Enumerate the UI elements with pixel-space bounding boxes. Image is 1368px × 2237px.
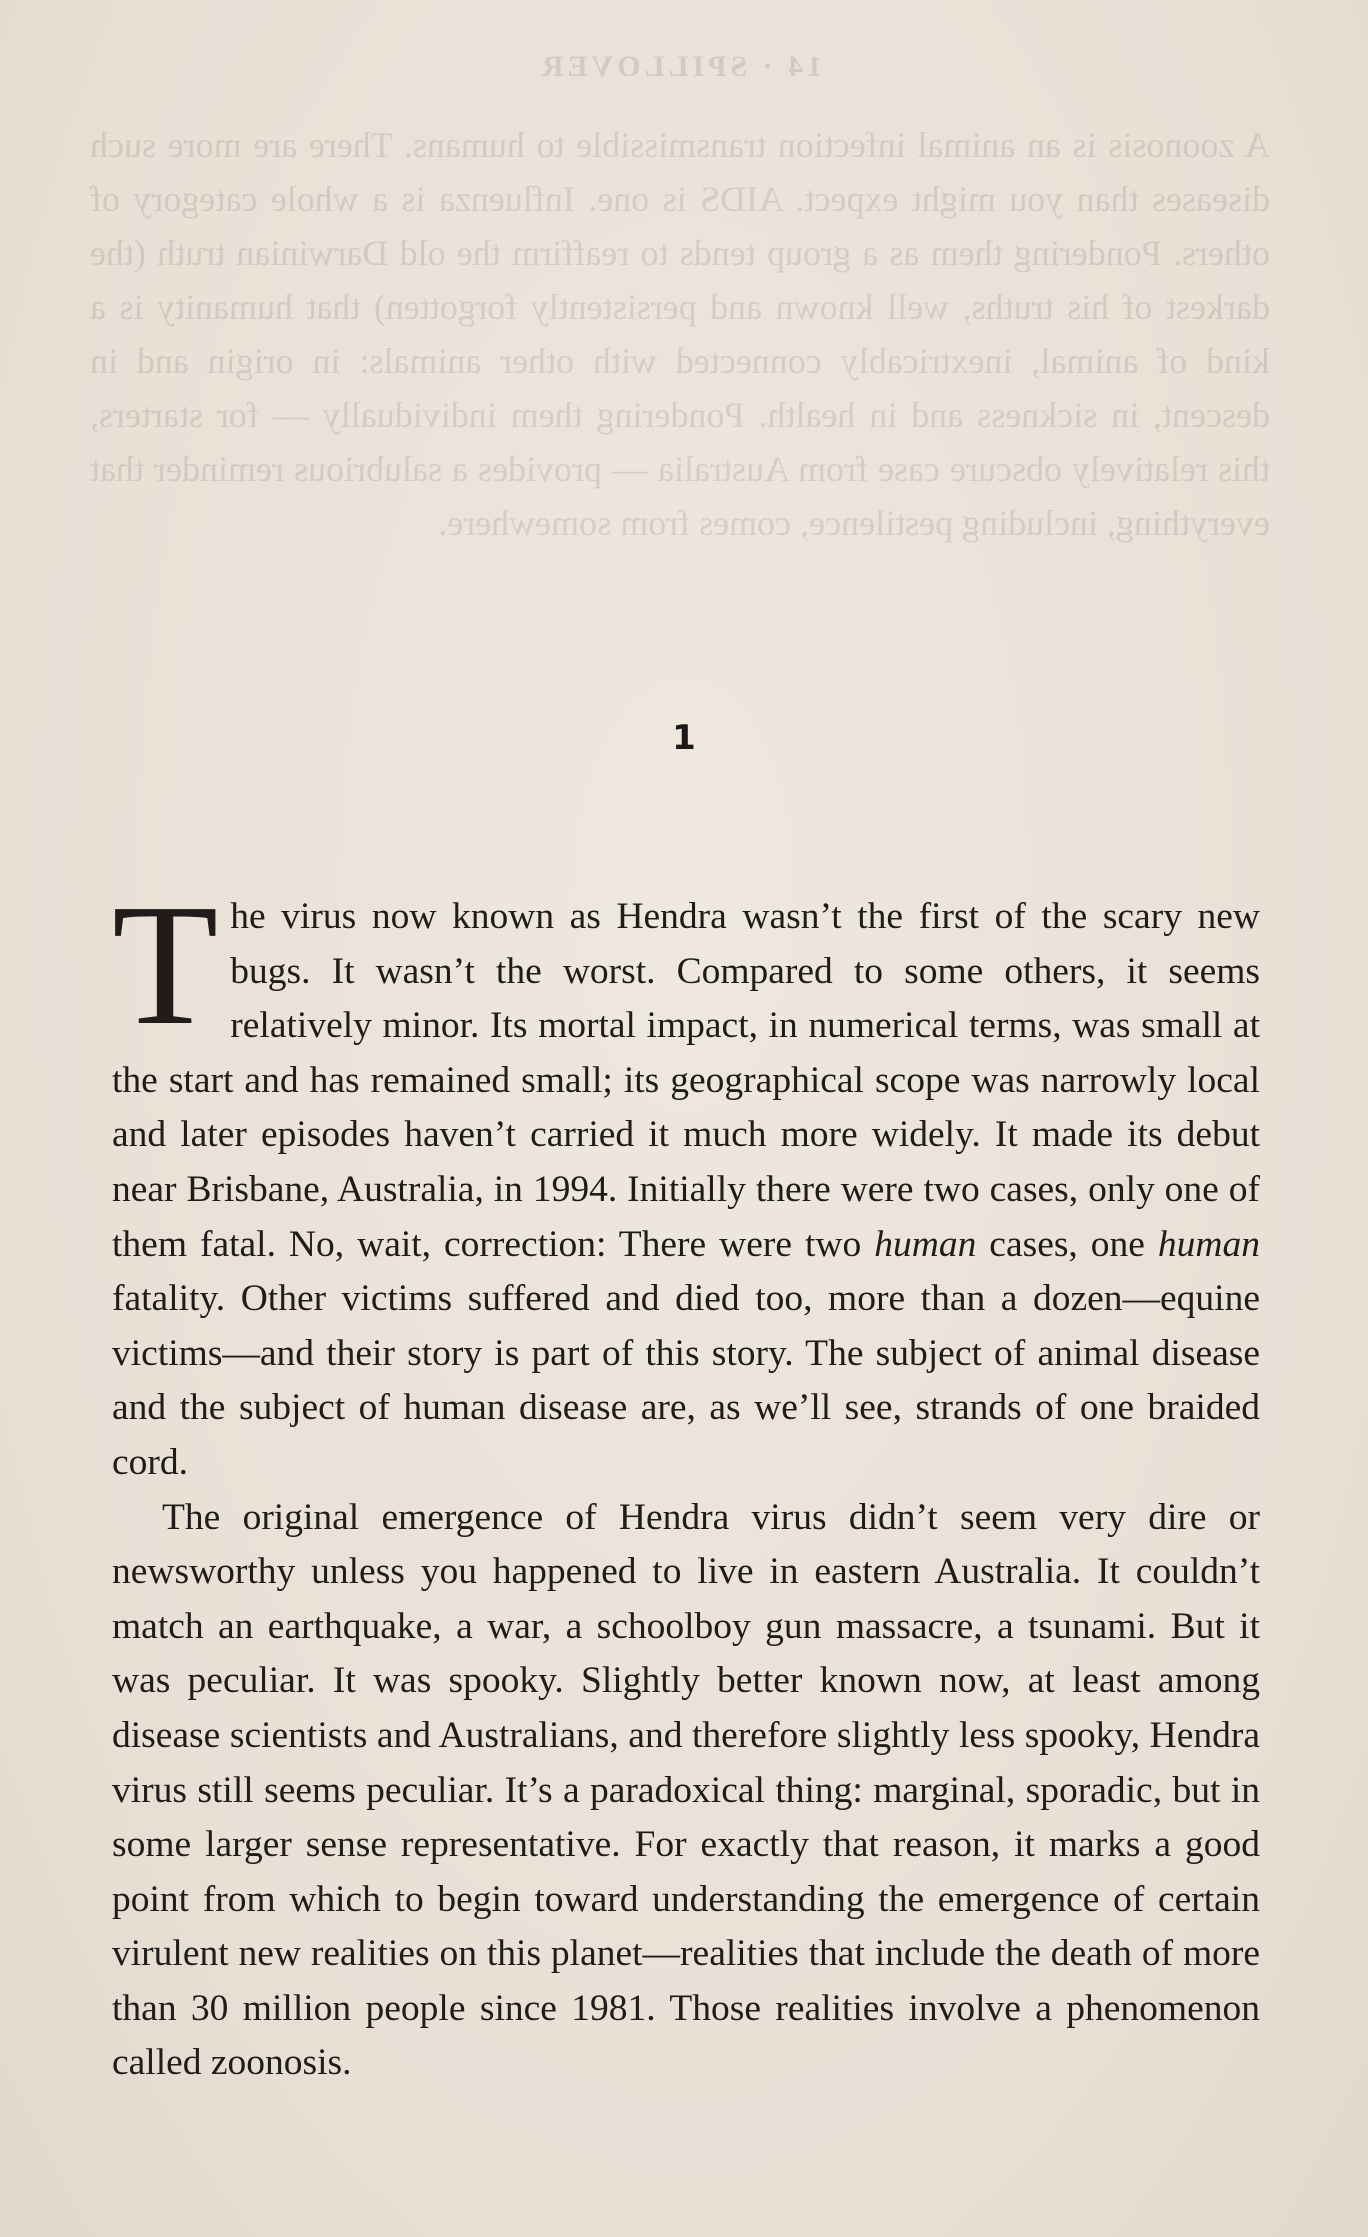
drop-cap: T [112, 868, 219, 1061]
paragraph-1-text-a: he virus now known as Hendra wasn’t the first of the scary new bugs. It wasn’t the worst. Compared to some others, it seems relatively minor. Its mortal impact, in numerical terms, was small at the start and has remained small; its geographical scope was narrowly local and later episodes haven’t carried it much more widely. It made its debut near Brisbane, Australia, in 1994. Initially there were two cases, only one of them fatal. No, wait, correction: There were two [112, 896, 1260, 1265]
paragraph-1-text-b: cases, one [976, 1223, 1158, 1265]
emphasis-human-2: human [1157, 1223, 1260, 1265]
reverse-page-bleed-through: 14 · SPILLOVER A zoonosis is an animal infection transmissible to humans. There are more such diseases than you might expect. AIDS is one. Influenza is a whole category of others. Pondering them as a group tends to reaffirm the old Darwinian truth (the darkest of his truths, well known and persistently forgotten) that humanity is a kind of animal, inextricably connected with other animals: in origin and in descent, in sickness and in health. Pondering them individually — for starters, this relatively obscure case from Australia — provides a salubrious reminder that everything, including pestilence, comes from somewhere. [90, 50, 1270, 543]
chapter-body [112, 868, 1260, 2091]
emphasis-human-1: human [874, 1223, 977, 1265]
paragraph-1-text-c: fatality. Other victims suffered and died too, more than a dozen—equine victims—and their story is part of this story. The subject of animal disease and the subject of human disease are, as we’ll see, strands of one braided cord. [112, 1278, 1260, 1483]
chapter-number: 1 [672, 718, 696, 758]
paragraph-2: The original emergence of Hendra virus didn’t seem very dire or newsworthy unless you happened to live in eastern Australia. It couldn’t match an earthquake, a war, a schoolboy gun massacre, a tsunami. But it was peculiar. It was spooky. Slightly better known now, at least among disease scientists and Australians, and therefore slightly less spooky, Hendra virus still seems peculiar. It’s a paradoxical thing: marginal, sporadic, but in some larger sense representative. For exactly that reason, it marks a good point from which to begin toward understanding the emergence of certain virulent new realities on this planet—realities that include the death of more than 30 million people since 1981. Those realities involve a phenomenon called zoonosis. [112, 1496, 1260, 2084]
paragraph-1 [112, 868, 1260, 1491]
